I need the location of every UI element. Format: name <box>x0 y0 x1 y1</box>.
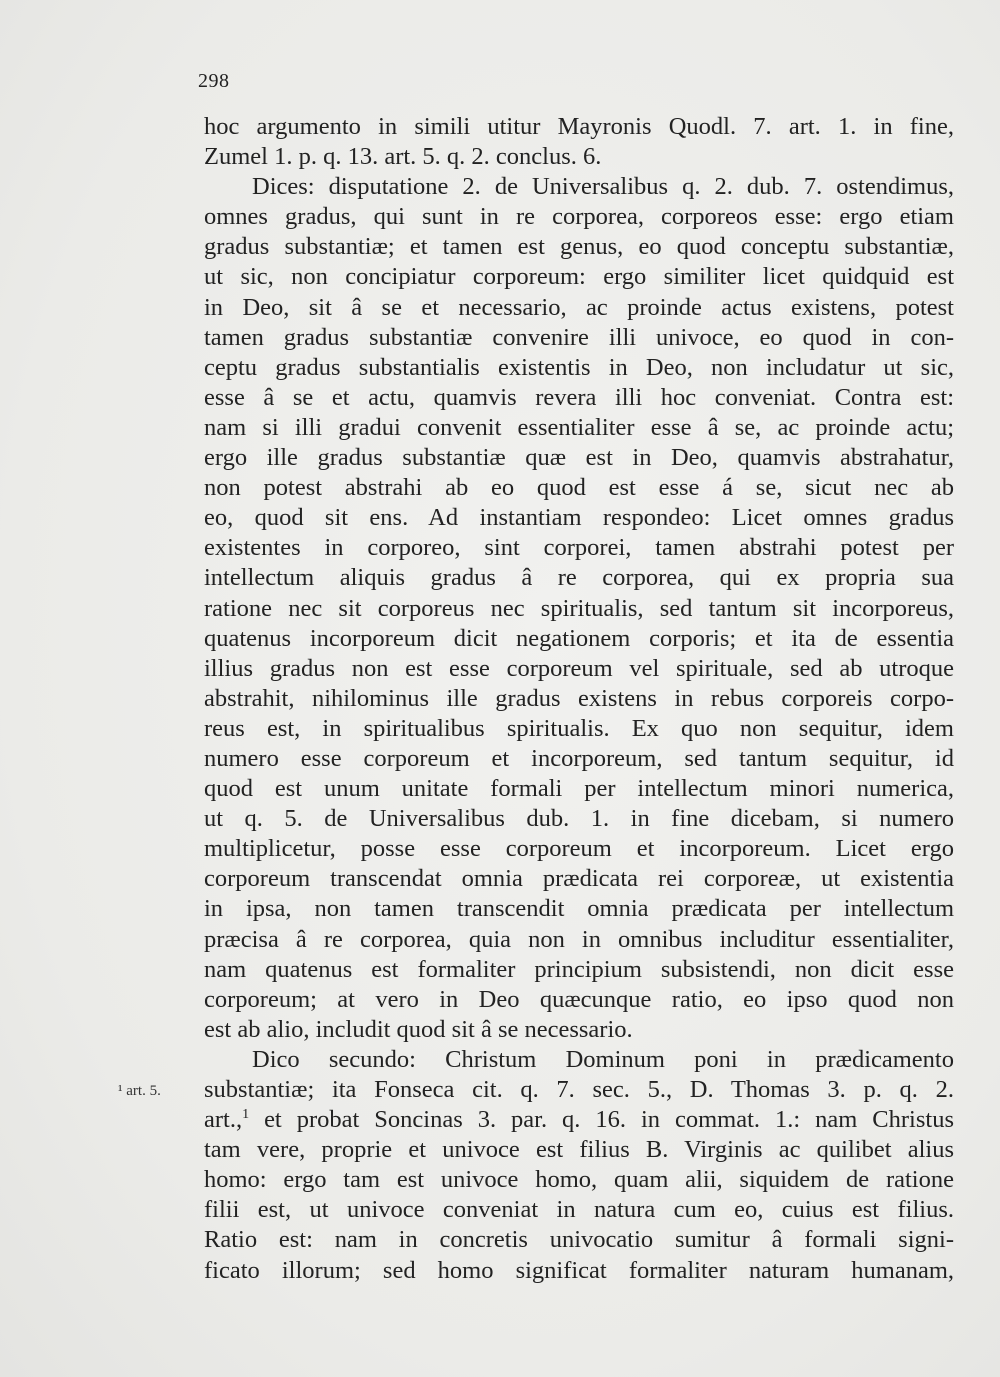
text-line: ceptu gradus substantialis existentis in Deo, non includatur ut sic, <box>204 353 954 381</box>
text-line: reus est, in spiritualibus spiritualis. Ex quo non sequitur, idem <box>204 714 954 742</box>
text-line: abstrahit, nihilominus ille gradus existens in rebus corporeis corpo- <box>204 684 954 712</box>
text-line: gradus substantiæ; et tamen est genus, eo quod conceptu substantiæ, <box>204 233 954 261</box>
text-line: tam vere, proprie et univoce est filius B. Virginis ac quilibet alius <box>204 1136 954 1164</box>
text-line: est ab alio, includit quod sit â se necessario. <box>204 1015 633 1043</box>
text-line: esse â se et actu, quamvis revera illi hoc conveniat. Contra est: <box>204 383 954 411</box>
text-line: multiplicetur, posse esse corporeum et incorporeum. Licet ergo <box>204 835 954 863</box>
text-line: in Deo, sit â se et necessario, ac proinde actus existens, potest <box>204 293 954 321</box>
text-line: in ipsa, non tamen transcendit omnia prædicata per intellectum <box>204 895 954 923</box>
text-line: substantiæ; ita Fonseca cit. q. 7. sec. 5., D. Thomas 3. p. q. 2. <box>204 1076 954 1103</box>
text-line: filii est, ut univoce conveniat in natura cum eo, cuius est filius. <box>204 1196 954 1224</box>
text-line: quatenus incorporeum dicit negationem corporis; et ita de essentia <box>204 624 954 652</box>
text-line-with-footnote <box>204 1105 954 1135</box>
text-line: præcisa â re corporea, quia non in omnibus includitur essentialiter, <box>204 925 954 953</box>
text-line: ficato illorum; sed homo significat formaliter naturam humanam, <box>204 1256 954 1284</box>
text-line: intellectum aliquis gradus â re corporea, qui ex propria sua <box>204 564 954 592</box>
text-line: nam si illi gradui convenit essentialiter esse â se, ac proinde actu; <box>204 413 954 441</box>
body-text <box>204 112 954 1286</box>
text-line: non potest abstrahi ab eo quod est esse á se, sicut nec ab <box>204 474 954 502</box>
text-line: ergo ille gradus substantiæ quæ est in Deo, quamvis abstrahatur, <box>204 444 954 472</box>
text-line: corporeum transcendat omnia prædicata rei corporeæ, ut existentia <box>204 865 954 893</box>
text-line: omnes gradus, qui sunt in re corporea, corporeos esse: ergo etiam <box>204 203 954 231</box>
text-line: hoc argumento in simili utitur Mayronis Quodl. 7. art. 1. in fine, <box>204 113 954 140</box>
text-line: Zumel 1. p. q. 13. art. 5. q. 2. conclus. 6. <box>204 143 602 171</box>
text-line: eo, quod sit ens. Ad instantiam respondeo: Licet omnes gradus <box>204 504 954 532</box>
text-line: quod est unum unitate formali per intellectum minori numerica, <box>204 775 954 803</box>
text-line: ratione nec sit corporeus nec spiritualis, sed tantum sit incorporeus, <box>204 594 954 622</box>
text-line: ut q. 5. de Universalibus dub. 1. in fine dicebam, si numero <box>204 805 954 833</box>
margin-footnote: ¹ art. 5. <box>118 1083 161 1099</box>
page-number: 298 <box>198 70 230 92</box>
footnote-reference: art.,$^1$ <box>204 1106 250 1134</box>
text-line: Dices: disputatione 2. de Universalibus q. 2. dub. 7. ostendimus, <box>252 173 954 201</box>
text-line: illius gradus non est esse corporeum vel spirituale, sed ab utroque <box>204 654 954 682</box>
text-line-rest: et probat Soncinas 3. par. q. 16. in commat. 1.: nam Christus <box>264 1106 954 1134</box>
text-line: Dico secundo: Christum Dominum poni in prædicamento <box>252 1045 954 1073</box>
text-line: homo: ergo tam est univoce homo, quam alii, siquidem de ratione <box>204 1166 954 1194</box>
text-line: tamen gradus substantiæ convenire illi univoce, eo quod in con- <box>204 323 954 351</box>
text-line: ut sic, non concipiatur corporeum: ergo similiter licet quidquid est <box>204 263 954 291</box>
text-line: Ratio est: nam in concretis univocatio sumitur â formali signi- <box>204 1226 954 1254</box>
footnote-marker: 1 <box>242 1107 250 1123</box>
text-line: numero esse corporeum et incorporeum, sed tantum sequitur, id <box>204 744 954 772</box>
text-line: existentes in corporeo, sint corporei, tamen abstrahi potest per <box>204 534 954 562</box>
text-line: nam quatenus est formaliter principium subsistendi, non dicit esse <box>204 955 954 983</box>
text-line: corporeum; at vero in Deo quæcunque ratio, eo ipso quod non <box>204 985 954 1013</box>
